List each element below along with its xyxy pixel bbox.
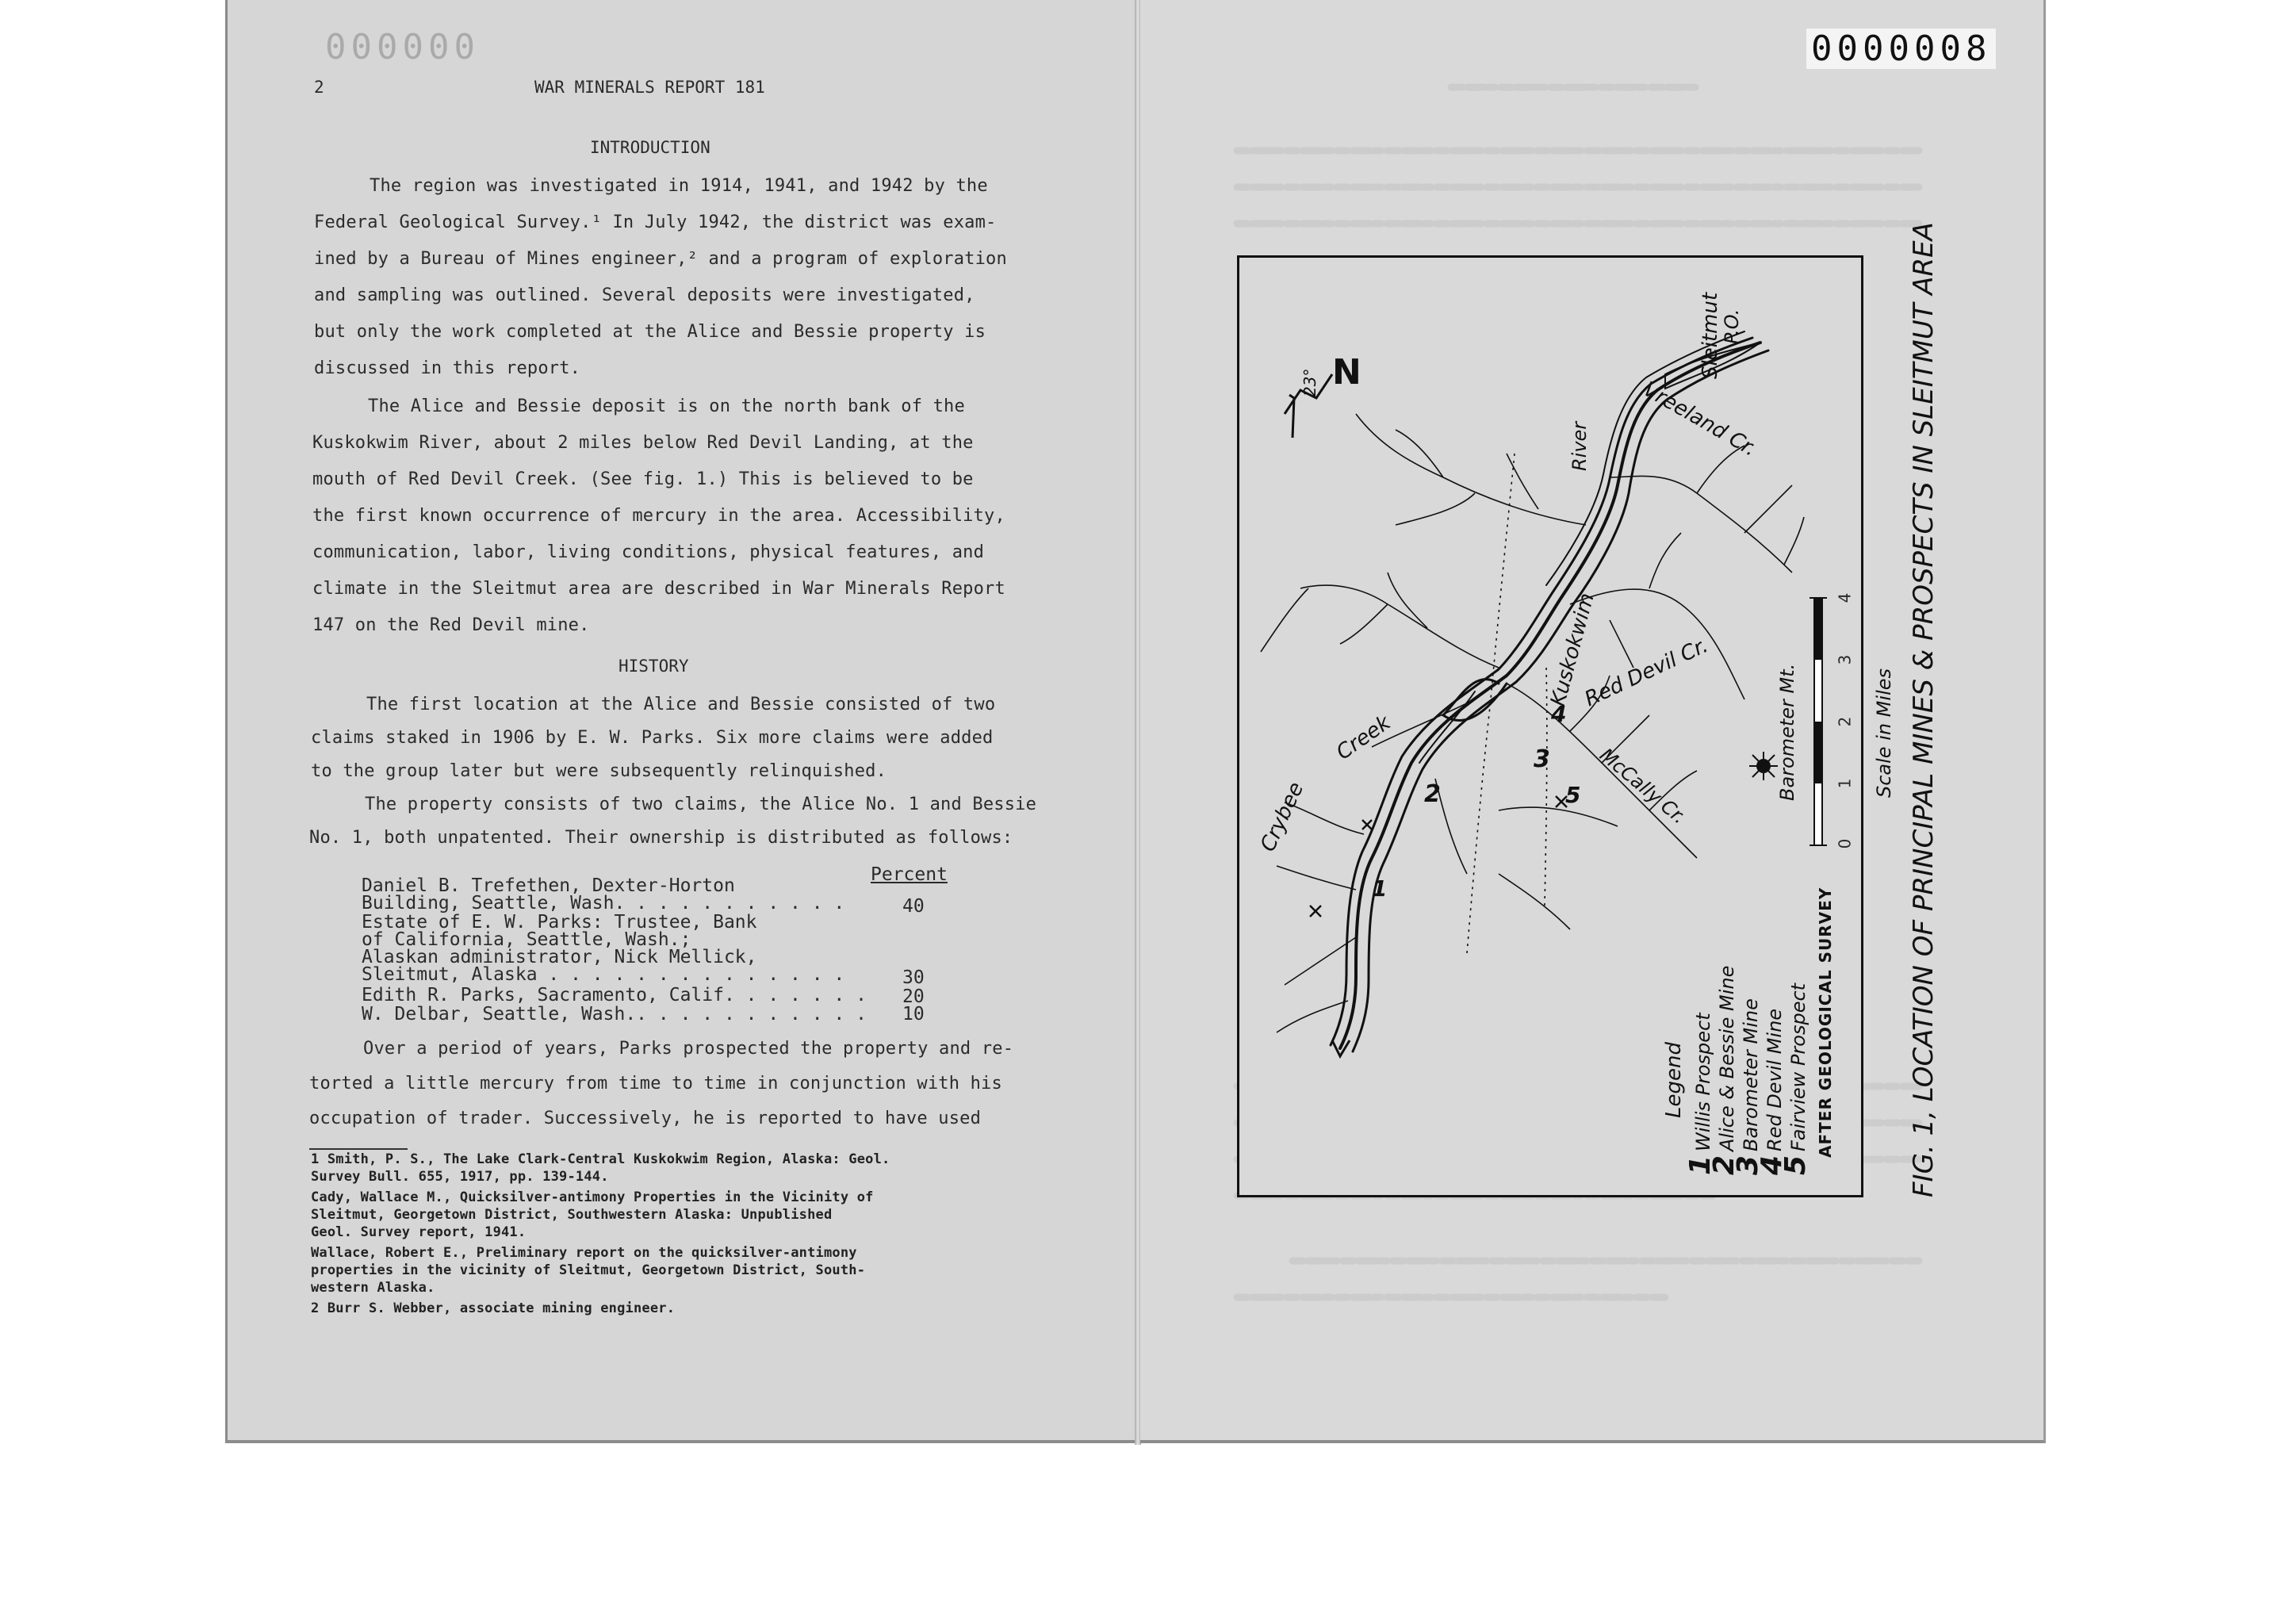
owner-line: Building, Seattle, Wash. . . . . . . . . . . xyxy=(362,893,845,914)
owner-line: W. Delbar, Seattle, Wash.. . . . . . . . . . . xyxy=(362,1004,867,1025)
legend-title: Legend xyxy=(1662,1042,1686,1118)
footnote-line: Geol. Survey report, 1941. xyxy=(311,1224,527,1240)
owner-line: of California, Seattle, Wash.; xyxy=(362,929,691,950)
legend-label: Barometer Mine xyxy=(1740,998,1762,1151)
owner-line: Alaskan administrator, Nick Mellick, xyxy=(362,947,757,967)
site-number-3: 3 xyxy=(1534,745,1550,773)
legend-item-5 xyxy=(1779,983,1812,1175)
owner-line: Estate of E. W. Parks: Trustee, Bank xyxy=(362,912,757,933)
percent-column-header: Percent xyxy=(871,864,948,885)
scale-tick: 1 xyxy=(1835,778,1855,789)
map-label-sleitmut: Sleitmut xyxy=(1698,292,1722,379)
declination-label: 23° xyxy=(1300,368,1319,396)
site-number-4: 4 xyxy=(1551,701,1567,727)
site-number-2: 2 xyxy=(1424,780,1441,808)
footnote-line: 1 Smith, P. S., The Lake Clark-Central Kuskokwim Region, Alaska: Geol. xyxy=(311,1151,890,1167)
owner-percent: 30 xyxy=(902,967,925,988)
intro-line: but only the work completed at the Alice and Bessie property is xyxy=(314,322,986,342)
history-line: to the group later but were subsequently relinquished. xyxy=(311,761,887,781)
scale-label: Scale in Miles xyxy=(1873,668,1895,798)
site-number-1: 1 xyxy=(1372,875,1388,902)
map-label-mccally-creek: McCally Cr. xyxy=(1595,744,1691,829)
figure-caption: FIG. 1, LOCATION OF PRINCIPAL MINES & PROSPECTS IN SLEITMUT AREA xyxy=(1908,222,1940,1197)
map-label-crybee: Crybee xyxy=(1256,778,1309,856)
legend-label: Red Devil Mine xyxy=(1764,1008,1786,1151)
intro-line: mouth of Red Devil Creek. (See fig. 1.) This is believed to be xyxy=(312,469,974,489)
owner-percent: 40 xyxy=(902,896,925,917)
owner-line: Sleitmut, Alaska . . . . . . . . . . . . . . xyxy=(362,964,845,985)
intro-line: 147 on the Red Devil mine. xyxy=(312,615,590,635)
map-label-po: P.O. xyxy=(1721,308,1743,344)
footnote-line: 2 Burr S. Webber, associate mining engineer. xyxy=(311,1300,676,1316)
intro-line: climate in the Sleitmut area are described in War Minerals Report xyxy=(312,579,1005,599)
intro-line: ined by a Bureau of Mines engineer,² and a program of exploration xyxy=(314,249,1007,269)
history-line: No. 1, both unpatented. Their ownership is distributed as follows: xyxy=(309,828,1013,848)
scale-tick: 3 xyxy=(1835,654,1855,665)
owner-percent: 20 xyxy=(902,986,925,1007)
footnote-line: Survey Bull. 655, 1917, pp. 139-144. xyxy=(311,1169,609,1185)
owner-line: Daniel B. Trefethen, Dexter-Horton xyxy=(362,875,735,896)
intro-line: and sampling was outlined. Several deposits were investigated, xyxy=(314,285,975,305)
closing-line: occupation of trader. Successively, he is reported to have used xyxy=(309,1109,982,1128)
legend-number: 3 xyxy=(1732,1155,1764,1175)
legend-label: Fairview Prospect xyxy=(1787,982,1810,1151)
history-line: The property consists of two claims, the Alice No. 1 and Bessie xyxy=(365,795,1037,814)
scale-tick: 2 xyxy=(1835,716,1855,727)
footnote-line: Cady, Wallace M., Quicksilver-antimony Properties in the Vicinity of xyxy=(311,1189,874,1205)
legend-label: Alice & Bessie Mine xyxy=(1716,965,1738,1151)
site-number-5: 5 xyxy=(1565,782,1581,808)
owner-line: Edith R. Parks, Sacramento, Calif. . . . . . . xyxy=(362,985,867,1005)
footnote-line: properties in the vicinity of Sleitmut, Georgetown District, South- xyxy=(311,1262,866,1278)
map-label-barometer-mt: Barometer Mt. xyxy=(1776,663,1798,801)
north-arrow-label: N xyxy=(1332,352,1361,393)
footnote-line: western Alaska. xyxy=(311,1280,435,1296)
owner-percent: 10 xyxy=(902,1004,925,1025)
legend-number: 1 xyxy=(1684,1155,1717,1175)
scale-tick: 0 xyxy=(1835,838,1855,849)
map-label-red-devil-creek: Red Devil Cr. xyxy=(1581,634,1712,712)
page-number: 2 xyxy=(314,78,324,97)
footnote-rule xyxy=(309,1148,408,1150)
map-label-kuskokwim: Kuskokwim xyxy=(1546,590,1599,709)
page-stamp-left: 000000 xyxy=(325,27,480,67)
closing-line: torted a little mercury from time to time in conjunction with his xyxy=(309,1074,1002,1094)
history-heading: HISTORY xyxy=(618,657,689,676)
closing-line: Over a period of years, Parks prospected the property and re- xyxy=(363,1039,1014,1059)
intro-line: Federal Geological Survey.¹ In July 1942, the district was exam- xyxy=(314,213,997,232)
legend-number: 5 xyxy=(1779,1155,1812,1175)
footnote-line: Wallace, Robert E., Preliminary report on the quicksilver-antimony xyxy=(311,1245,857,1261)
running-header: WAR MINERALS REPORT 181 xyxy=(534,78,765,97)
intro-line: communication, labor, living conditions, physical features, and xyxy=(312,542,985,562)
history-line: The first location at the Alice and Bessie consisted of two xyxy=(366,695,996,714)
map-label-river: River xyxy=(1568,421,1591,471)
scale-tick: 4 xyxy=(1835,592,1855,603)
intro-line: The region was investigated in 1914, 1941, and 1942 by the xyxy=(370,176,988,196)
legend-label: Willis Prospect xyxy=(1692,1013,1714,1151)
legend-number: 4 xyxy=(1756,1155,1788,1175)
figure-source-note: AFTER GEOLOGICAL SURVEY xyxy=(1816,887,1835,1158)
introduction-heading: INTRODUCTION xyxy=(590,138,710,157)
intro-line: the first known occurrence of mercury in the area. Accessibility, xyxy=(312,506,1005,526)
legend-number: 2 xyxy=(1708,1155,1741,1175)
history-line: claims staked in 1906 by E. W. Parks. Six more claims were added xyxy=(311,728,994,748)
footnote-line: Sleitmut, Georgetown District, Southwestern Alaska: Unpublished xyxy=(311,1207,833,1223)
intro-line: The Alice and Bessie deposit is on the north bank of the xyxy=(368,396,965,416)
intro-line: Kuskokwim River, about 2 miles below Red Devil Landing, at the xyxy=(312,433,974,453)
map-label-creek: Creek xyxy=(1332,710,1396,765)
map-label-vreeland-creek: Vreeland Cr. xyxy=(1639,377,1761,462)
intro-line: discussed in this report. xyxy=(314,358,581,378)
page-stamp-right: 0000008 xyxy=(1806,29,1996,69)
